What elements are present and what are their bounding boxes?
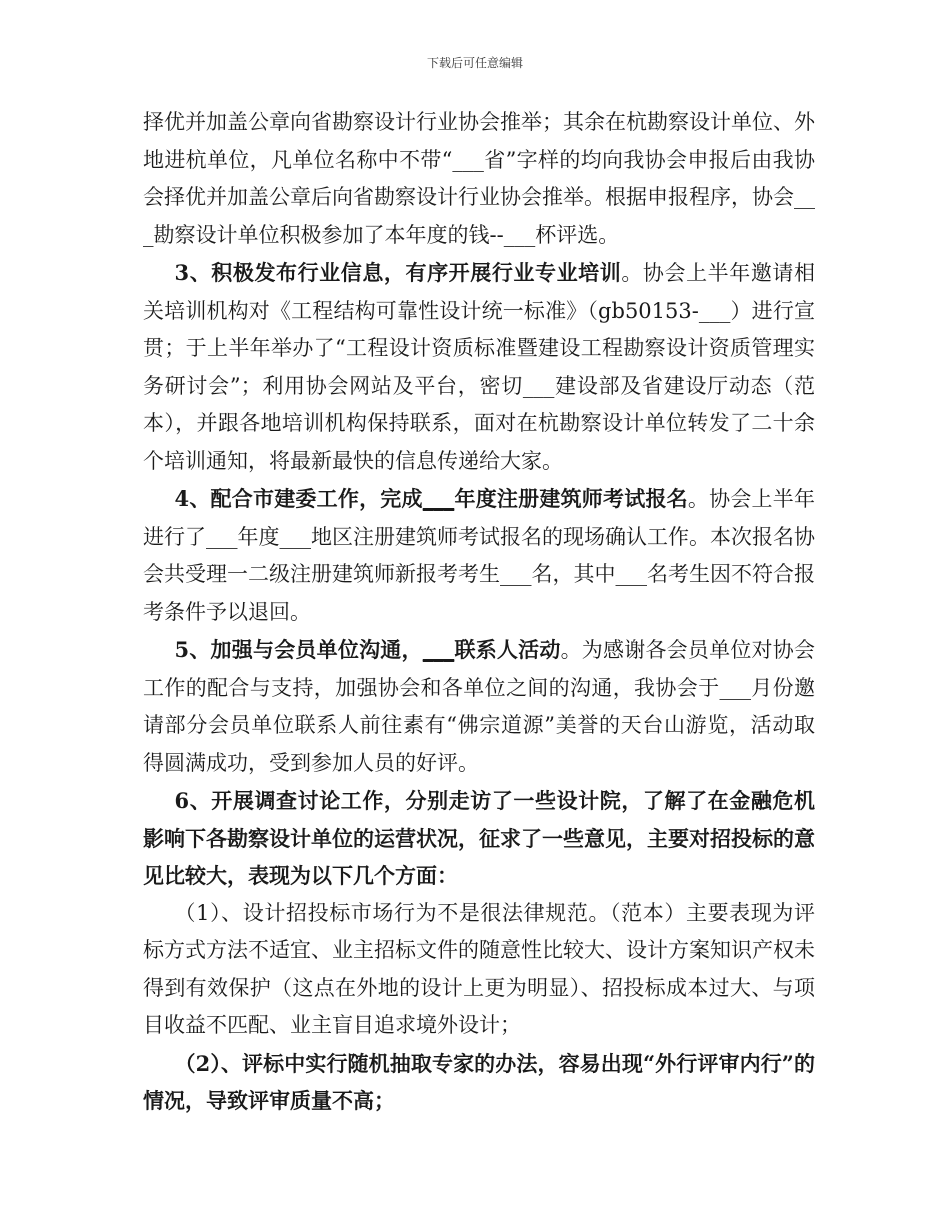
page-header: 下载后可任意编辑 xyxy=(426,56,523,70)
section-heading-4b: 年度注册建筑师考试报名 xyxy=(454,486,688,511)
paragraph-member-activity xyxy=(143,631,815,782)
paragraph-nomination: 择优并加盖公章向省勘察设计行业协会推举；其余在杭勘察设计单位、外地进杭单位，凡单位名称中不带“___省”字样的均向我协会申报后由我协会择优并加盖公章后向省勘察设计行业协会推举。根据申报程序，协会___勘察设计单位积极参加了本年度的钱--___杯评选。 xyxy=(143,110,815,247)
section-heading-4-blank: ___ xyxy=(422,486,455,511)
section-body-5: 。为感谢各会员单位对协会工作的配合与支持，加强协会和各单位之间的沟通，我协会于___月份邀请部分会员单位联系人前往素有“佛宗道源”美誉的天台山游览，活动取得圆满成功，受到参加人员的好评。 xyxy=(143,638,815,775)
paragraph-training xyxy=(143,254,815,480)
paragraph-survey: 6、开展调查讨论工作，分别走访了一些设计院，了解了在金融危机影响下各勘察设计单位的运营状况，征求了一些意见，主要对招投标的意见比较大，表现为以下几个方面： xyxy=(143,788,815,888)
section-heading-5a: 5、加强与会员单位沟通， xyxy=(174,637,423,662)
paragraph-architect-exam xyxy=(143,480,815,631)
paragraph-item-2: （2）、评标中实行随机抽取专家的办法，容易出现“外行评审内行”的情况，导致评审质量不高； xyxy=(143,1050,815,1113)
section-heading-3: 3、积极发布行业信息，有序开展行业专业培训 xyxy=(174,260,622,285)
section-heading-5b: 联系人活动 xyxy=(454,637,561,662)
section-heading-4a: 4、配合市建委工作，完成 xyxy=(174,486,423,511)
section-heading-5-blank: ___ xyxy=(422,637,455,662)
section-body-4: 。协会上半年进行了___年度___地区注册建筑师考试报名的现场确认工作。本次报名协会共受理一二级注册建筑师新报考考生___名，其中___名考生因不符合报考条件予以退回。 xyxy=(143,487,815,624)
section-body-3: 。协会上半年邀请相关培训机构对《工程结构可靠性设计统一标准》（gb50153-___）进行宣贯；于上半年举办了“工程设计资质标准暨建设工程勘察设计资质管理实务研讨会”；利用协会网站及平台，密切___建设部及省建设厅动态（范本），并跟各地培训机构保持联系，面对在杭勘察设计单位转发了二十余个培训通知，将最新最快的信息传递给大家。 xyxy=(143,261,815,473)
document-body xyxy=(143,104,815,1120)
paragraph-item-1: （1）、设计招投标市场行为不是很法律规范。（范本）主要表现为评标方式方法不适宜、业主招标文件的随意性比较大、设计方案知识产权未得到有效保护（这点在外地的设计上更为明显）、招投标成本过大、与项目收益不匹配、业主盲目追求境外设计； xyxy=(143,900,815,1037)
